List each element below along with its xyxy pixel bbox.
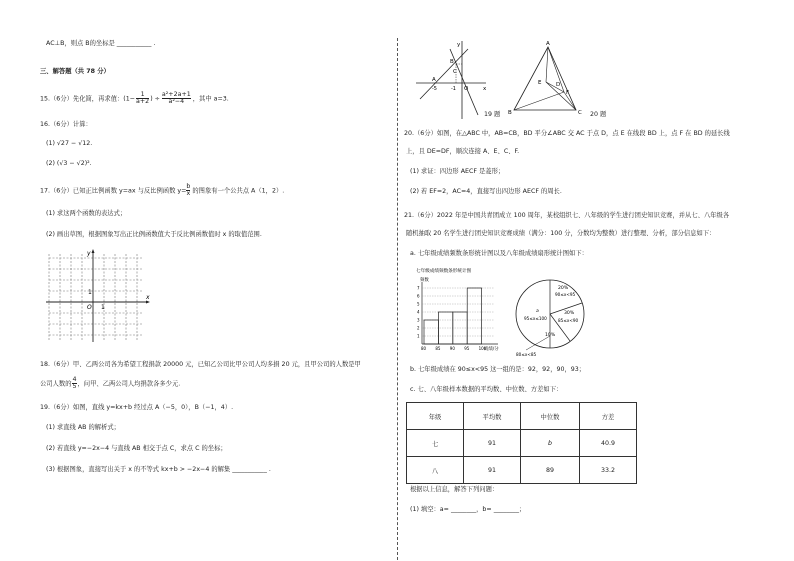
q15-prefix: 15.（6分）先化简，再求值：(1− <box>40 95 136 103</box>
fig20-label-d: D <box>556 82 561 88</box>
q18-frac-num: 4 <box>72 376 77 383</box>
q21-fill: (1) 填空：a= ________，b= ________； <box>410 506 526 513</box>
bar-mark <box>424 320 438 344</box>
q18-line1: 18.（6分）甲、乙两公司各为希望工程捐款 20000 元，已知乙公司比甲公司人均多捐 20 元，且甲公司的人数是甲 <box>40 361 361 368</box>
bar-chart-xlabel: 成绩/分 <box>484 347 499 352</box>
q20-line2: 上，且 DE=DF，顺次连接 A、E、C、F. <box>406 148 520 155</box>
pie-label-10pct: 10% <box>545 333 556 338</box>
bar-y-tick: 7 <box>417 285 420 291</box>
fig19-label-o: O <box>464 86 469 92</box>
table-header-cell: 平均数 <box>464 403 521 430</box>
q14-tail: AC⊥B，则点 B的坐标是 ___________ . <box>46 40 156 47</box>
figure-19 <box>414 39 488 121</box>
q17-frac-den: x <box>186 190 191 197</box>
fig20-label-f: F <box>566 90 570 96</box>
q18-line2a: 公司人数的 <box>40 380 72 388</box>
q15-frac1-den: a+2 <box>136 98 150 105</box>
fig19-caption: 19 题 <box>484 111 501 118</box>
q17-part1: (1) 求这两个函数的表达式； <box>46 210 127 217</box>
q21-a: a. 七年级成绩频数条形统计图以及八年级成绩扇形统计图如下： <box>410 250 588 257</box>
pie-label-a: a <box>536 309 539 314</box>
table-header-cell: 中位数 <box>521 403 580 430</box>
fig20-label-e: E <box>538 80 542 86</box>
fig20-label-a: A <box>546 41 550 47</box>
q18-line2b: ，问甲、乙两公司人均捐款各多少元. <box>77 380 181 388</box>
q17-coordinate-grid <box>44 248 154 344</box>
fig20-label-c: C <box>578 110 582 116</box>
table-row <box>407 457 637 484</box>
q16-title: 16.（6分）计算： <box>40 121 92 128</box>
bar-chart-ylabel: 频数 <box>420 278 429 283</box>
fig19-label-c: C <box>453 69 457 75</box>
table-header-cell: 年级 <box>407 403 464 430</box>
q20-part1: (1) 求证：四边形 AECF 是菱形； <box>410 168 505 175</box>
q17-frac-num: b <box>186 183 191 190</box>
q19-part3: (3) 根据图象，直接写出关于 x 的不等式 kx+b > −2x−4 的解集 ___________ . <box>46 466 271 473</box>
bar-y-tick: 5 <box>417 301 420 307</box>
table-cell: 33.2 <box>580 457 637 484</box>
q17-part2: (2) 画出草图，根据图象写出正比例函数值大于反比例函数值时 x 的取值范围. <box>46 231 262 238</box>
table-cell: 40.9 <box>580 430 637 457</box>
q15-mid: ) ÷ <box>150 95 160 103</box>
fig19-label-minus1: -1 <box>451 86 456 92</box>
table-cell: 91 <box>464 430 521 457</box>
table-header-row <box>407 403 637 430</box>
pie-label-90-95: 90≤x<95 <box>555 292 576 297</box>
q19-part2: (2) 若直线 y=−2x−4 与直线 AB 相交于点 C，求点 C 的坐标； <box>46 445 227 452</box>
fig19-label-y: y <box>457 42 461 48</box>
table-cell: 91 <box>464 457 521 484</box>
fig19-label-x: x <box>483 86 487 92</box>
bar-y-tick: 3 <box>417 317 420 323</box>
q15 <box>40 92 229 105</box>
q19-part1: (1) 求直线 AB 的解析式； <box>46 424 120 431</box>
pie-label-30pct: 30% <box>564 311 575 316</box>
grid-one-x: 1 <box>101 304 105 311</box>
stats-table <box>406 402 637 484</box>
bar-x-tick: 100 <box>478 346 487 351</box>
bar-y-tick: 4 <box>417 309 420 315</box>
q21-after: 根据以上信息，解答下列问题： <box>410 486 499 493</box>
q18-line2 <box>40 377 180 390</box>
table-cell: 七 <box>407 430 464 457</box>
pie-label-85-90: 85≤x<90 <box>558 318 579 323</box>
bar-y-tick: 1 <box>417 333 420 339</box>
bar-x-tick: 95 <box>464 346 470 351</box>
fig19-label-minus5: -5 <box>432 86 437 92</box>
column-divider <box>397 38 398 560</box>
table-header-cell: 方差 <box>580 403 637 430</box>
fig19-label-a: A <box>432 77 436 83</box>
table-cell: 89 <box>521 457 580 484</box>
q15-frac2-num: a²+2a+1 <box>161 91 191 98</box>
figure-20 <box>508 40 586 116</box>
table-cell: 八 <box>407 457 464 484</box>
q16-part1: (1) √27 − √12. <box>46 140 93 147</box>
grid-one-y: 1 <box>88 289 92 296</box>
table-row <box>407 430 637 457</box>
q17-title-b: 的图象有一个公共点 A（1，2）. <box>190 187 285 195</box>
q15-frac1-num: 1 <box>136 92 149 99</box>
bar-chart-title: 七年级成绩频数条形统计图 <box>416 269 472 274</box>
q21-line2: 随机抽取 20 名学生进行团史知识竞赛成绩（满分：100 分，分数均为整数）进行整理、分析，部分信息如下： <box>406 230 716 237</box>
table-cell: b <box>521 430 580 457</box>
section-title: 三、解答题（共 78 分） <box>40 68 110 75</box>
q18-frac-den: 5 <box>72 383 77 390</box>
q17-title <box>40 184 284 197</box>
q21-line1: 21.（6分）2022 年是中国共青团成立 100 周年，某校组织七、八年级的学生进行团史知识竞赛，并从七、八年级各 <box>404 212 730 219</box>
bar-y-tick: 6 <box>417 293 420 299</box>
grid-origin: O <box>87 304 92 311</box>
pie-label-20pct: 20% <box>558 286 569 291</box>
bar-chart <box>412 266 504 358</box>
q19-title: 19.（6分）如图，直线 y=kx+b 经过点 A（−5，0），B（−1，4）. <box>40 404 234 411</box>
fig19-label-b: B <box>450 59 454 65</box>
fig20-caption: 20 题 <box>590 111 607 118</box>
bar-y-tick: 2 <box>417 325 420 331</box>
bar-x-tick: 90 <box>449 346 455 351</box>
q21-c: c. 七、八年级样本数据的平均数、中位数、方差如下： <box>410 386 563 393</box>
q20-part2: (2) 若 EF=2，AC=4，直接写出四边形 AECF 的周长. <box>410 188 562 195</box>
pie-label-95-100: 95≤x≤100 <box>524 316 547 321</box>
bar-mark <box>467 288 481 344</box>
pie-chart <box>512 276 588 360</box>
fig20-label-b: B <box>508 110 512 116</box>
q16-part2: (2) (√3 − √2)². <box>46 160 92 167</box>
q17-title-a: 17.（6分）已知正比例函数 y=ax 与反比例函数 y= <box>40 187 187 195</box>
bar-x-tick: 80 <box>421 346 427 351</box>
grid-y-label: y <box>87 250 91 257</box>
q20-line1: 20.（6分）如图，在△ABC 中，AB=CB，BD 平分∠ABC 交 AC 于点 D，点 E 在线段 BD 上，点 F 在 BD 的延长线 <box>404 130 730 137</box>
q15-suffix: ，其中 a=3. <box>192 95 229 103</box>
bar-x-tick: 85 <box>435 346 441 351</box>
q15-frac2-den: a²−4 <box>168 98 185 105</box>
pie-label-80-85: 80≤x<85 <box>516 352 537 357</box>
q21-b: b. 七年级成绩在 90≤x<95 这一组的是：92，92，90，93； <box>410 366 586 373</box>
grid-x-label: x <box>146 294 150 301</box>
